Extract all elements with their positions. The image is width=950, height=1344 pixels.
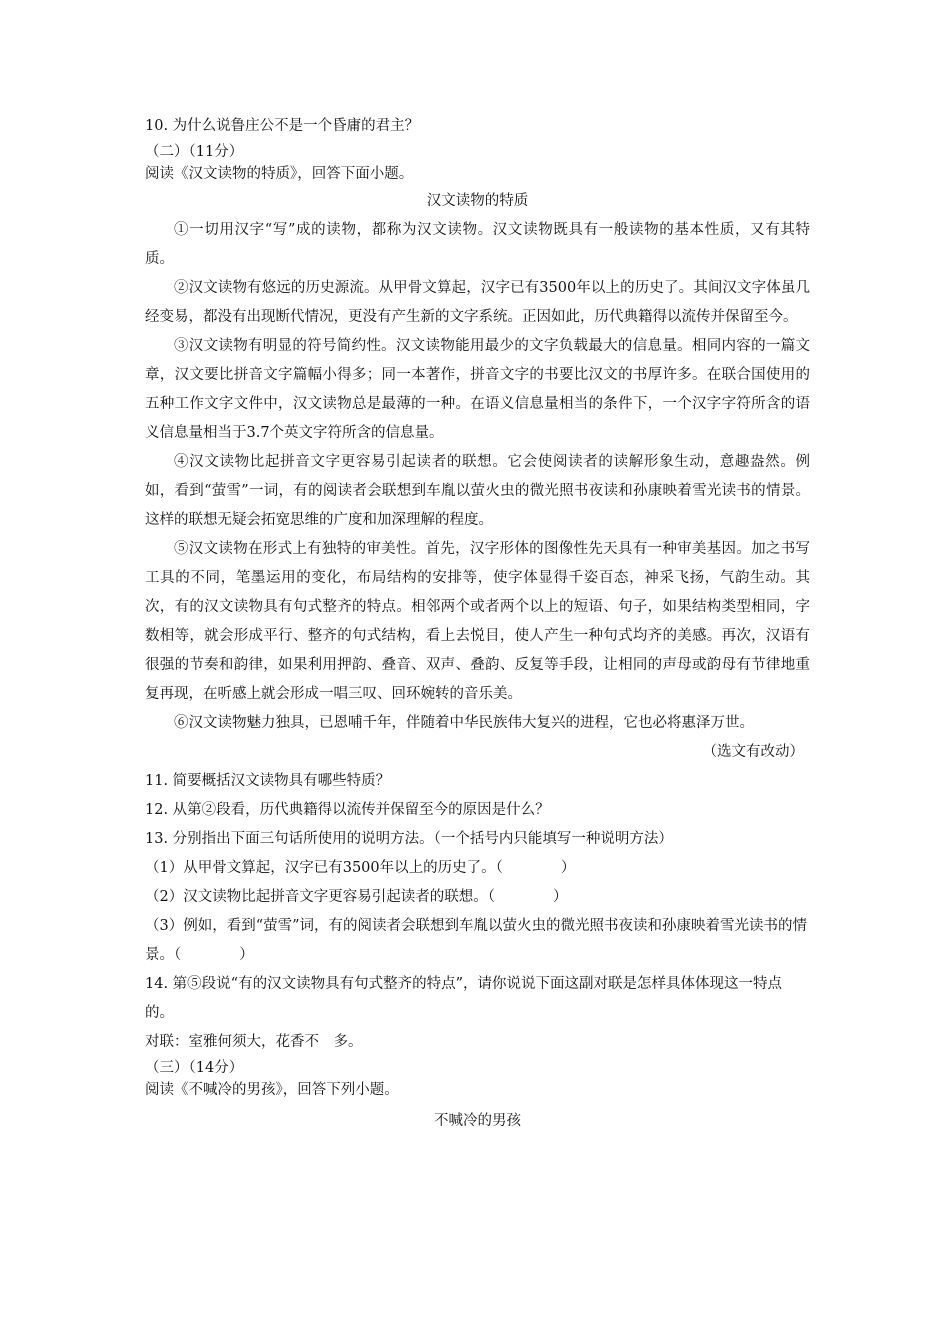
section-2-header: （二）（11分） <box>145 144 244 160</box>
question-13-item-3: （3）例如，看到“萤雪”词，有的阅读者会联想到车胤以萤火虫的微光照书夜读和孙康映着雪光读书的情景。（ ） <box>145 918 808 963</box>
question-13: 13. 分别指出下面三句话所使用的说明方法。（一个括号内只能填写一种说明方法） <box>145 831 673 847</box>
question-12: 12. 从第②段看，历代典籍得以流传并保留至今的原因是什么？ <box>145 802 550 818</box>
article-title: 汉文读物的特质 <box>426 193 529 209</box>
story-title: 不喊冷的男孩 <box>434 1113 521 1129</box>
couplet: 对联：室雅何须大，花香不 多。 <box>145 1034 363 1050</box>
paragraph-5: ⑤汉文读物在形式上有独特的审美性。首先，汉字形体的图像性先天具有一种审美基因。加之书写工具的不同，笔墨运用的变化，布局结构的安排等，使字体显得千姿百态，神采飞扬，气韵生动。其次，有的汉文读物具有句式整齐的特点。相邻两个或者两个以上的短语、句子，如果结构类型相同，字数相等，就会形成平行、整齐的句式结构，看上去悦目，使人产生一种句式均齐的美感。再次，汉语有很强的节奏和韵律，如果利用押韵、叠音、双声、叠韵、反复等手段，让相同的声母或韵母有节律地重复再现，在听感上就会形成一唱三叹、回环婉转的音乐美。 <box>145 541 810 702</box>
paragraph-6: ⑥汉文读物魅力独具，已恩哺千年，伴随着中华民族伟大复兴的进程，它也必将惠泽万世。 <box>174 715 754 731</box>
paragraph-2: ②汉文读物有悠远的历史源流。从甲骨文算起，汉字已有3500年以上的历史了。其间汉文字体虽几经变易，都没有出现断代情况，更没有产生新的文字系统。正因如此，历代典籍得以流传并保留至今。 <box>145 280 810 325</box>
paragraph-4: ④汉文读物比起拼音文字更容易引起读者的联想。它会使阅读者的读解形象生动，意趣盎然。例如，看到“萤雪”一词，有的阅读者会联想到车胤以萤火虫的微光照书夜读和孙康映着雪光读书的情景。这样的联想无疑会拓宽思维的广度和加深理解的程度。 <box>145 454 810 528</box>
section-2-instruction: 阅读《汉文读物的特质》，回答下面小题。 <box>145 166 414 182</box>
paragraph-1: ①一切用汉字“写”成的读物，都称为汉文读物。汉文读物既具有一般读物的基本性质，又有其特质。 <box>145 222 810 267</box>
document-content <box>145 112 810 1136</box>
section-3-header: （三）（14分） <box>145 1060 244 1076</box>
question-13-item-2: （2）汉文读物比起拼音文字更容易引起读者的联想。（ ） <box>145 889 568 905</box>
question-10: 10. 为什么说鲁庄公不是一个昏庸的君主？ <box>145 118 420 134</box>
question-14: 14. 第⑤段说“有的汉文读物具有句式整齐的特点”，请你说说下面这副对联是怎样具体体现这一特点的。 <box>145 976 782 1021</box>
section-3-instruction: 阅读《不喊冷的男孩》，回答下列小题。 <box>145 1082 399 1098</box>
paragraph-3: ③汉文读物有明显的符号简约性。汉文读物能用最少的文字负载最大的信息量。相同内容的一篇文章，汉文要比拼音文字篇幅小得多；同一本著作，拼音文字的书要比汉文的书厚许多。在联合国使用的五种工作文字文件中，汉文读物总是最薄的一种。在语义信息量相当的条件下，一个汉字字符所含的语义信息量相当于3.7个英文字符所含的信息量。 <box>145 338 810 441</box>
source-note: （选文有改动） <box>702 744 804 760</box>
question-13-item-1: （1）从甲骨文算起，汉字已有3500年以上的历史了。（ ） <box>145 860 576 876</box>
question-11: 11. 简要概括汉文读物具有哪些特质？ <box>145 773 391 789</box>
